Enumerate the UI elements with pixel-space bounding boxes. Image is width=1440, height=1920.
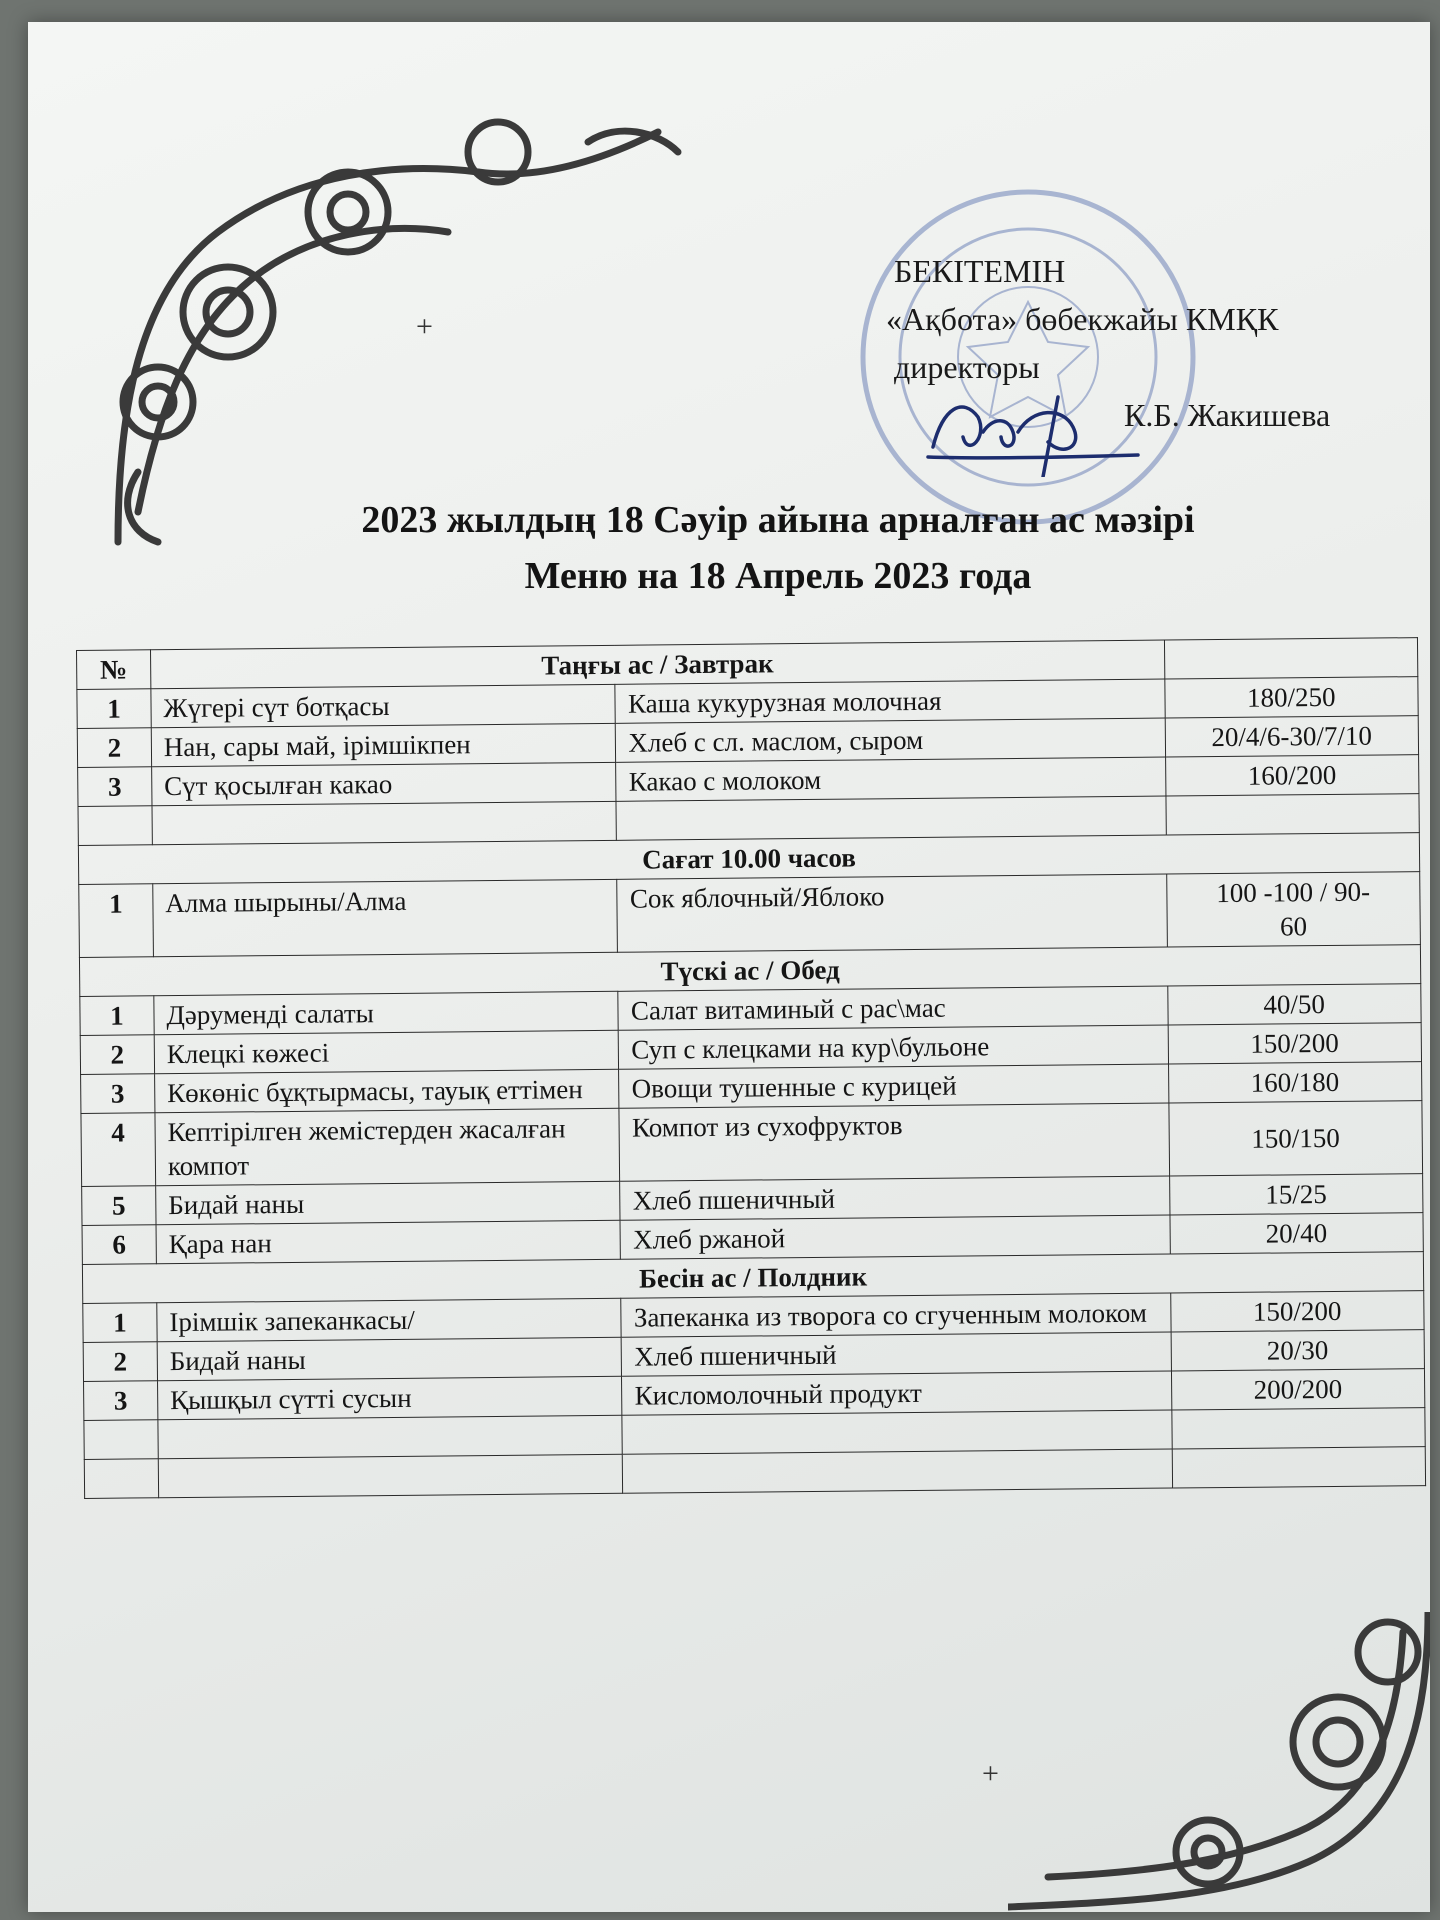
- dish-kz: Кептірілген жемістерден жасалған компот: [155, 1108, 620, 1185]
- weight-header: [1164, 638, 1418, 679]
- dish-ru: Хлеб с сл. маслом, сыром: [616, 718, 1165, 762]
- dish-ru: Салат витаминый с рас\мас: [618, 986, 1167, 1030]
- number-header: №: [77, 650, 151, 690]
- dish-ru: Компот из сухофруктов: [619, 1103, 1169, 1181]
- corner-ornament-top-left: [98, 112, 798, 552]
- dish-ru: Каша кукурузная молочная: [615, 679, 1164, 723]
- dish-kz: Дәруменді салаты: [154, 991, 619, 1034]
- dish-ru: Запеканка из творога со сгученным молоком: [621, 1293, 1170, 1337]
- portion-weight: 40/50: [1167, 984, 1421, 1025]
- dish-ru: Хлеб пшеничный: [622, 1332, 1171, 1376]
- dish-kz: Бидай наны: [157, 1337, 622, 1380]
- approval-organization: «Ақбота» бөбекжайы КМҚК: [886, 301, 1279, 337]
- row-number: 5: [82, 1186, 156, 1226]
- section-title-breakfast: Таңғы ас / Завтрак: [150, 640, 1164, 689]
- ornament-cross-bottom: +: [982, 1757, 999, 1790]
- dish-ru: Какао с молоком: [616, 757, 1165, 801]
- portion-weight: 20/30: [1171, 1330, 1425, 1371]
- portion-weight: 150/150: [1168, 1101, 1422, 1176]
- portion-weight: 150/200: [1170, 1291, 1424, 1332]
- portion-weight: 20/4/6-30/7/10: [1165, 716, 1419, 757]
- approval-name: К.Б. Жакишева: [1124, 397, 1331, 433]
- row-number: 3: [78, 767, 152, 807]
- section-title-afternoon: Бесін ас / Полдник: [82, 1252, 1423, 1304]
- dish-kz: Бидай наны: [156, 1181, 621, 1224]
- portion-weight: 150/200: [1168, 1023, 1422, 1064]
- menu-table: [76, 637, 1426, 1499]
- row-number: 1: [80, 996, 154, 1036]
- row-number: 1: [79, 884, 154, 958]
- row-number: 3: [81, 1074, 155, 1114]
- menu-title-ru: Меню на 18 Апрель 2023 года: [524, 555, 1032, 597]
- dish-kz: Көкөніс бұқтырмасы, тауық еттімен: [154, 1069, 619, 1112]
- row-number: 4: [81, 1113, 156, 1187]
- dish-ru: Овощи тушенные с курицей: [619, 1064, 1168, 1108]
- menu-title-kz: 2023 жылдың 18 Сәуір айына арналған ас мәзірі: [361, 499, 1195, 541]
- dish-kz: Жүгері сүт ботқасы: [151, 684, 616, 727]
- portion-weight: 200/200: [1171, 1369, 1425, 1410]
- row-number: 3: [84, 1381, 158, 1421]
- table-row: [81, 1101, 1423, 1187]
- dish-kz: Қара нан: [156, 1220, 621, 1263]
- dish-kz: Ірімшік запеканкасы/: [157, 1298, 622, 1341]
- row-number: 1: [83, 1303, 157, 1343]
- dish-ru: Хлеб пшеничный: [620, 1176, 1169, 1220]
- portion-weight: 20/40: [1170, 1213, 1424, 1254]
- portion-weight: 100 -100 / 90-60: [1166, 872, 1420, 947]
- dish-kz: Сүт қосылған какао: [152, 762, 617, 805]
- row-number: 2: [80, 1035, 154, 1075]
- dish-kz: Нан, сары май, ірімшікпен: [151, 723, 616, 766]
- row-number: 2: [83, 1342, 157, 1382]
- approval-position: директоры: [894, 349, 1040, 385]
- portion-weight: 15/25: [1169, 1174, 1423, 1215]
- dish-ru: Хлеб ржаной: [620, 1215, 1169, 1259]
- portion-weight: 160/180: [1168, 1062, 1422, 1103]
- approval-heading: БЕКІТЕМІН: [894, 253, 1066, 289]
- portion-weight: 160/200: [1165, 755, 1419, 796]
- section-title-lunch: Түскі ас / Обед: [79, 945, 1420, 997]
- director-signature: [923, 377, 1143, 477]
- portion-weight: 180/250: [1164, 677, 1418, 718]
- dish-ru: Суп с клецками на кур\бульоне: [619, 1025, 1168, 1069]
- dish-kz: Клецкі көжесі: [154, 1030, 619, 1073]
- dish-ru: Кисломолочный продукт: [622, 1371, 1171, 1415]
- corner-ornament-bottom-right: [1008, 1612, 1430, 1912]
- table-row: [79, 872, 1421, 958]
- section-title-snack: Сағат 10.00 часов: [78, 833, 1419, 885]
- dish-kz: Қышқыл сүтті сусын: [157, 1376, 622, 1419]
- dish-kz: Алма шырыны/Алма: [153, 879, 618, 956]
- ornament-cross-top: +: [416, 310, 433, 343]
- row-number: 6: [82, 1225, 156, 1265]
- menu-sheet: [28, 22, 1430, 1912]
- dish-ru: Сок яблочный/Яблоко: [617, 874, 1167, 952]
- row-number: 1: [77, 689, 151, 729]
- menu-title: [128, 492, 1428, 604]
- row-number: 2: [77, 728, 151, 768]
